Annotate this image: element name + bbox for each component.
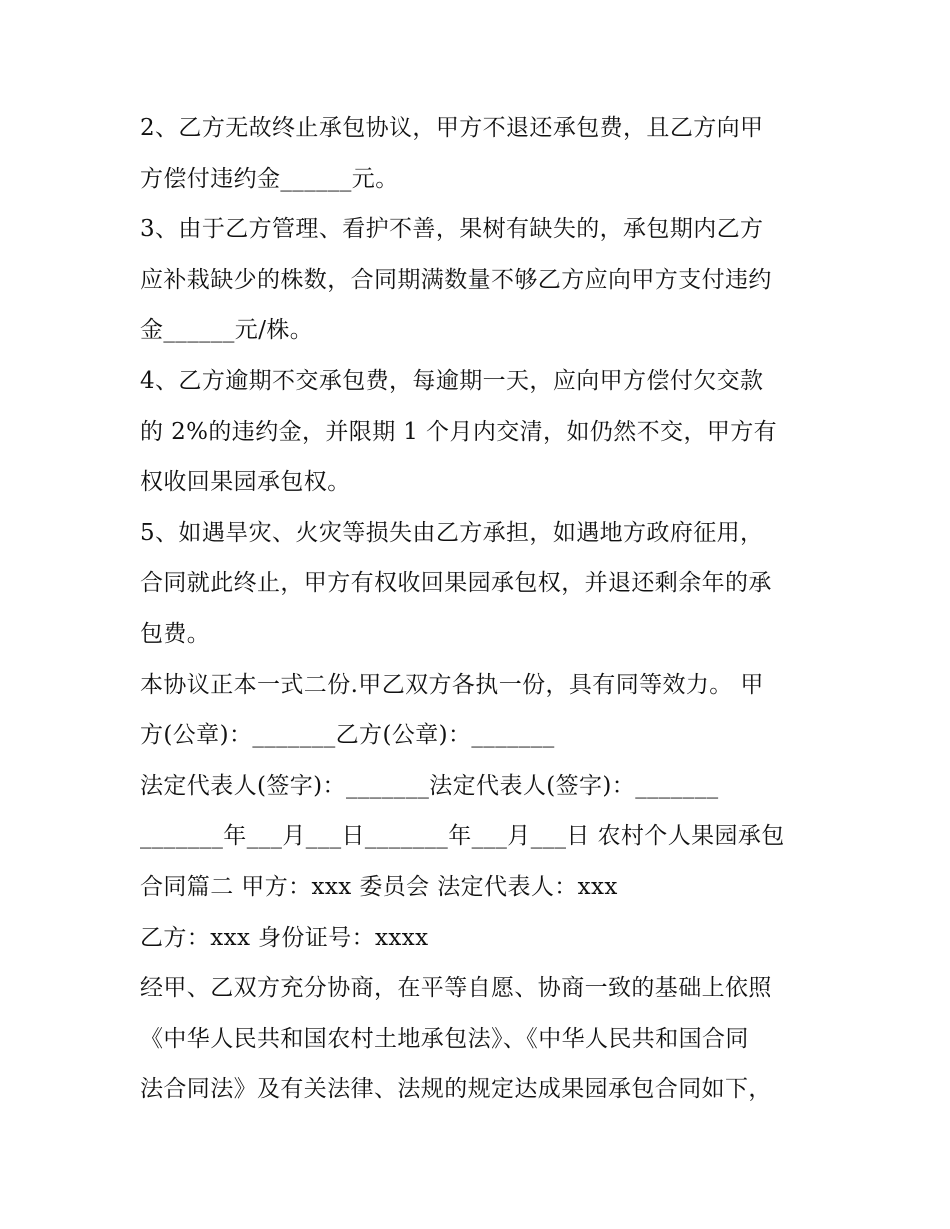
text-line: 应补栽缺少的株数，合同期满数量不够乙方应向甲方支付违约: [140, 266, 772, 293]
text-line: 的 2%的违约金，并限期 1 个月内交清，如仍然不交，甲方有: [140, 418, 778, 445]
text-line: 合同就此终止，甲方有权收回果园承包权，并退还剩余年的承: [140, 570, 772, 597]
text-line: 4、乙方逾期不交承包费，每逾期一天，应向甲方偿付欠交款: [140, 367, 764, 394]
text-line: 方偿付违约金______元。: [140, 165, 399, 192]
text-line: 5、如遇旱灾、火灾等损失由乙方承担，如遇地方政府征用，: [140, 519, 764, 546]
text-line: 方(公章)：_______乙方(公章)：_______: [140, 722, 555, 749]
text-line: 金______元/株。: [140, 317, 314, 344]
text-line: 法合同法》及有关法律、法规的规定达成果园承包合同如下，: [140, 1076, 772, 1103]
document-body: [140, 103, 820, 1115]
text-line: 乙方：xxx 身份证号：xxxx: [140, 924, 429, 951]
text-line: 2、乙方无故终止承包协议，甲方不退还承包费，且乙方向甲: [140, 115, 764, 141]
text-line: 法定代表人(签字)：_______法定代表人(签字)：_______: [140, 772, 719, 799]
text-line: _______年___月___日_______年___月___日 农村个人果园承包: [140, 823, 785, 850]
text-line: 3、由于乙方管理、看护不善，果树有缺失的，承包期内乙方: [140, 216, 764, 243]
text-line: 《中华人民共和国农村土地承包法》、《中华人民共和国合同: [140, 1025, 749, 1052]
text-line: 经甲、乙双方充分协商，在平等自愿、协商一致的基础上依照: [140, 975, 772, 1002]
text-line: 合同篇二 甲方：xxx 委员会 法定代表人：xxx: [140, 873, 618, 900]
text-line: 权收回果园承包权。: [140, 469, 351, 496]
text-line: 包费。: [140, 620, 211, 647]
text-line: 本协议正本一式二份.甲乙双方各执一份，具有同等效力。 甲: [140, 671, 764, 698]
